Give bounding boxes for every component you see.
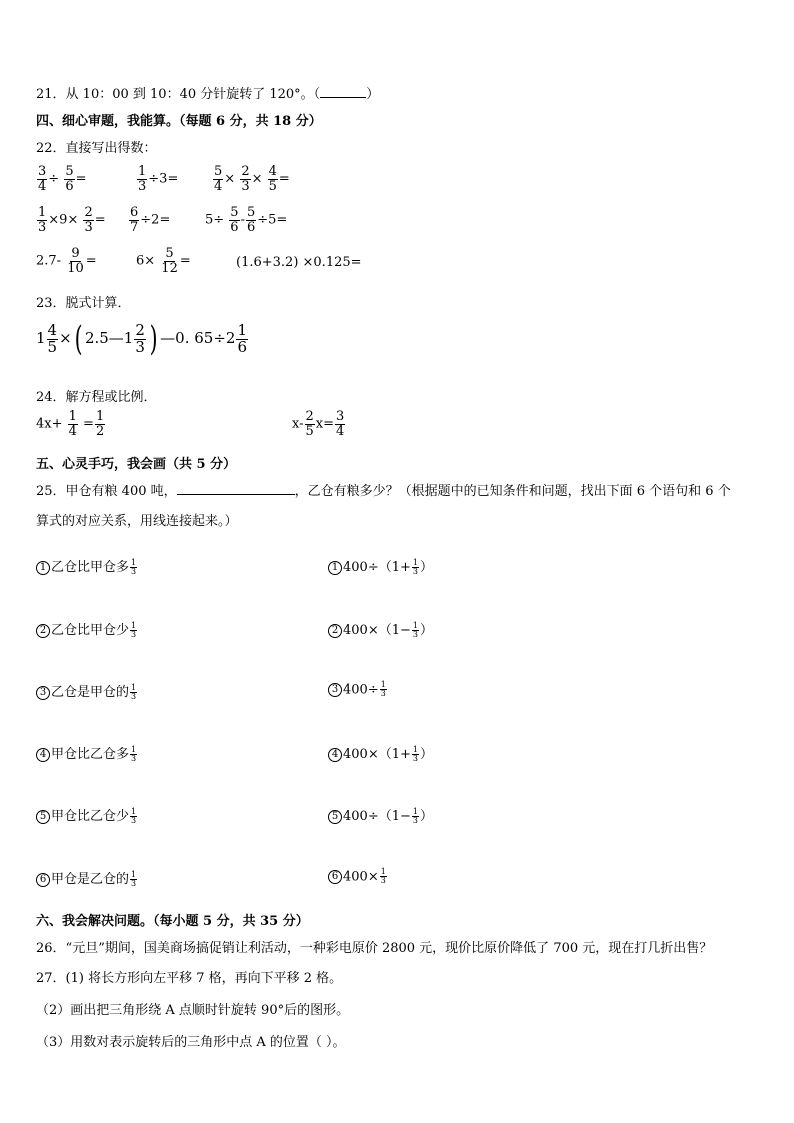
question-26: 26．“元旦”期间，国美商场搞促销让利活动，一种彩电原价 2800 元，现价比原价降低了 700 元，现在打几折出售？ xyxy=(36,941,713,956)
calc-9: (1.6+3.2) ×0.125= xyxy=(236,255,362,270)
calc-2: $\frac{1}{3}$ ÷3= xyxy=(138,164,179,194)
statement-1[interactable]: 1 乙仓比甲仓多 $\frac{1}{3}$ xyxy=(36,556,138,576)
formula-2[interactable]: 2 400×（1− $\frac{1}{3}$ ） xyxy=(328,619,433,639)
q23-expression: 1 $\frac{4}{5}$ ×( 2.5—1 $\frac{2}{3}$ ) —0. 65÷2 $\frac{1}{6}$ xyxy=(36,319,247,359)
question-22: 22．直接写出得数： xyxy=(36,141,157,156)
section-6-heading: 六、我会解决问题。（每小题 5 分，共 35 分） xyxy=(36,914,309,929)
calc-6: 5÷ $\frac{5}{6}$ - $\frac{5}{6}$ ÷5= xyxy=(205,205,288,235)
statement-2[interactable]: 2 乙仓比甲仓少 $\frac{1}{3}$ xyxy=(36,619,138,639)
equation-2: x- $\frac{2}{5}$ x= $\frac{3}{4}$ xyxy=(292,409,345,439)
question-21: 21．从 10：00 到 10：40 分针旋转了 120°。（ ） xyxy=(36,87,380,102)
calc-8: 6× $\frac{5}{12}$ = xyxy=(136,246,191,276)
calc-4: $\frac{1}{3}$ ×9× $\frac{2}{3}$ = xyxy=(38,205,106,235)
question-25-cont: 算式的对应关系，用线连接起来。） xyxy=(36,514,238,529)
formula-3[interactable]: 3 400÷ $\frac{1}{3}$ xyxy=(328,681,388,699)
equation-1: 4x+ $\frac{1}{4}$ = $\frac{1}{2}$ xyxy=(36,409,105,439)
calc-7: 2.7- $\frac{9}{10}$ = xyxy=(36,246,97,276)
statement-6[interactable]: 6 甲仓是乙仓的 $\frac{1}{3}$ xyxy=(36,868,138,888)
section-5-heading: 五、心灵手巧，我会画（共 5 分） xyxy=(36,457,237,472)
question-27-3: （3）用数对表示旋转后的三角形中点 A 的位置（ ）。 xyxy=(36,1035,346,1050)
question-27-1: 27．(1) 将长方形向左平移 7 格，再向下平移 2 格。 xyxy=(36,971,343,986)
formula-5[interactable]: 5 400÷（1− $\frac{1}{3}$ ） xyxy=(328,805,433,825)
formula-6[interactable]: 6 400× $\frac{1}{3}$ xyxy=(328,868,388,886)
formula-4[interactable]: 4 400×（1+ $\frac{1}{3}$ ） xyxy=(328,743,433,763)
calc-5: $\frac{6}{7}$ ÷2= xyxy=(130,205,171,235)
statement-3[interactable]: 3 乙仓是甲仓的 $\frac{1}{3}$ xyxy=(36,681,138,701)
calc-1: $\frac{3}{4}$ ÷ $\frac{5}{6}$ = xyxy=(38,164,87,194)
answer-blank[interactable] xyxy=(320,85,366,98)
calc-3: $\frac{5}{4}$ × $\frac{2}{3}$ × $\frac{4}{5}$ = xyxy=(214,164,290,194)
statement-4[interactable]: 4 甲仓比乙仓多 $\frac{1}{3}$ xyxy=(36,743,138,763)
question-25: 25．甲仓有粮 400 吨， ，乙仓有粮多少？（根据题中的已知条件和问题，找出下面 6 个语句和 6 个 xyxy=(36,484,731,499)
condition-blank[interactable] xyxy=(177,482,295,495)
statement-5[interactable]: 5 甲仓比乙仓少 $\frac{1}{3}$ xyxy=(36,805,138,825)
section-4-heading: 四、细心审题，我能算。（每题 6 分，共 18 分） xyxy=(36,114,322,129)
question-23: 23．脱式计算． xyxy=(36,296,131,311)
question-24: 24．解方程或比例． xyxy=(36,390,157,405)
formula-1[interactable]: 1 400÷（1+ $\frac{1}{3}$ ） xyxy=(328,556,433,576)
question-27-2: （2）画出把三角形绕 A 点顺时针旋转 90°后的图形。 xyxy=(36,1003,350,1018)
